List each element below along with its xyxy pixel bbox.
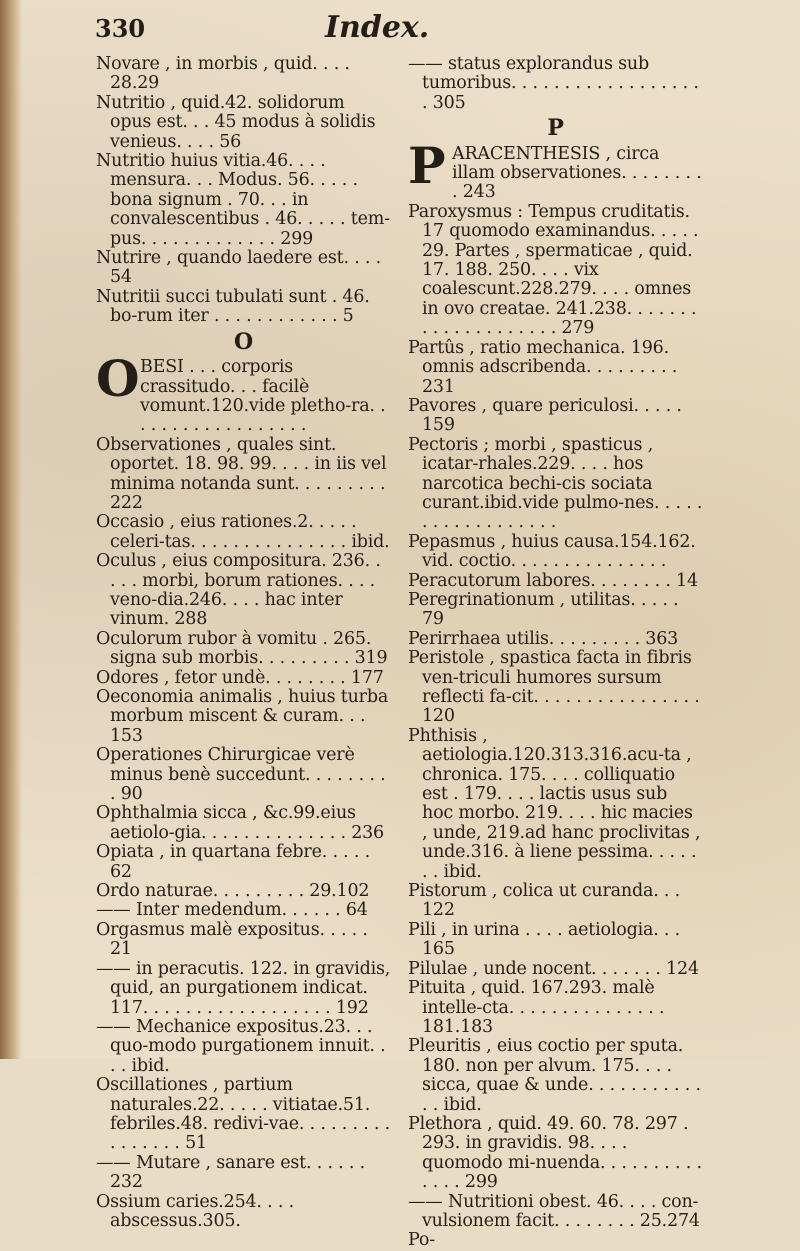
index-entry: Occasio , eius rationes.2. . . . . celeri-tas. . . . . . . . . . . . . . . ibid. — [96, 512, 390, 552]
page-header — [95, 10, 635, 48]
index-entry: —— in peracutis. 122. in gravidis, quid, an purgationem indicat. 117. . . . . . . . . . . . . . . . . . 192 — [96, 958, 391, 1018]
index-entry: —— Inter medendum. . . . . . 64 — [96, 900, 368, 921]
index-entry: Paroxysmus : Tempus cruditatis. 17 quomodo examinandus. . . . . 29. Partes , spermaticae , quid. 17. 188. 250. . . . vix coalescunt.228.279. . . . omnes in ovo creatae. 241.238. . . . . . . . . . . . . . . . . . . . 279 — [408, 201, 699, 339]
drop-cap-entry-p — [408, 135, 703, 203]
index-entry: Pituita , quid. 167.293. malè intelle-cta. . . . . . . . . . . . . . . 181.183 — [408, 978, 665, 1037]
index-entry: —— Nutritioni obest. 46. . . . con-vulsionem facit. . . . . . . . 25.274 — [408, 1191, 700, 1231]
index-entry: Operationes Chirurgicae verè minus benè succedunt. . . . . . . . . 90 — [96, 745, 386, 805]
index-entry: Partûs , ratio mechanica. 196. omnis adscribenda. . . . . . . . . 231 — [408, 337, 678, 397]
index-entry: Perirrhaea utilis. . . . . . . . . 363 — [408, 628, 679, 649]
index-entry: —— status explorandus sub tumoribus. . . . . . . . . . . . . . . . . . . 305 — [408, 54, 699, 113]
index-entry: Po- — [408, 1230, 435, 1251]
index-entry: Pleuritis , eius coctio per sputa. 180. non per alvum. 175. . . . sicca, quae & unde. . . . . . . . . . . . . ibid. — [408, 1036, 701, 1115]
index-entry: Pepasmus , huius causa.154.162. vid. coctio. . . . . . . . . . . . . . . — [408, 531, 696, 572]
index-entry: Oculus , eius compositura. 236. . . . . morbi, borum rationes. . . . veno-dia.246. . . . hac inter vinum. 288 — [96, 551, 381, 630]
entry-group-o — [96, 436, 391, 1232]
entry-text: ARACENTHESIS , circa illam observationes. . . . . . . . . 243 — [452, 143, 702, 203]
index-entry: Plethora , quid. 49. 60. 78. 297 . 293. in gravidis. 98. . . . quomodo mi-nuenda. . . . . . . . . . . . . . 299 — [408, 1113, 702, 1193]
section-letter-p: P — [547, 115, 564, 142]
index-entry: Pavores , quare periculosi. . . . . 159 — [408, 395, 682, 436]
index-entry: Peristole , spastica facta in fibris ven-triculi humores sursum reflecti fa-cit. . . . . . . . . . . . . . . . 120 — [408, 648, 700, 727]
index-entry: Phthisis , aetiologia.120.313.316.acu-ta , chronica. 175. . . . colliquatio est . 179. . . . lactis usus sub hoc morbo. 219. . . . hic macies , unde, 219.ad hanc proclivitas , unde.316. à liene pessima. . . . . . . ibid. — [408, 725, 701, 882]
index-entry: Oscillationes , partium naturales.22. . . . . vitiatae.51. febriles.48. redivi-vae. . . . . . . . . . . . . . . . 51 — [96, 1075, 391, 1154]
entry-group-o-cont — [408, 55, 703, 113]
index-entry: Pectoris ; morbi , spasticus , icatar-rhales.229. . . . hos narcotica bechi-cis sociata curant.ibid.vide pulmo-nes. . . . . . . . . . . . . . . . . . — [408, 434, 703, 533]
index-entry: Ordo naturae. . . . . . . . . 29.102 — [96, 881, 370, 902]
index-entry: Orgasmus malè expositus. . . . . 21 — [96, 919, 368, 960]
index-entry: Pili , in urina . . . . aetiologia. . . 165 — [408, 919, 681, 960]
index-entry: Peregrinationum , utilitas. . . . . 79 — [408, 589, 679, 630]
index-entry: Oeconomia animalis , huius turba morbum miscent & curam. . . 153 — [96, 687, 389, 746]
index-entry: Pilulae , unde nocent. . . . . . . 124 — [408, 958, 699, 979]
page-binding-shadow — [0, 0, 22, 1059]
index-entry: Ossium caries.254. . . . abscessus.305. — [96, 1191, 294, 1231]
index-entry: Nutritio huius vitia.46. . . . mensura. . . Modus. 56. . . . . bona signum . 70. . . in convalescentibus . 46. . . . . tem-pus. . . . . . . . . . . . . 299 — [96, 151, 390, 249]
index-column-right — [408, 55, 703, 1251]
index-entry: Observationes , quales sint. oportet. 18. 98. 99. . . . in iis vel minima notanda sunt. . . . . . . . . 222 — [96, 434, 387, 513]
index-entry: Odores , fetor undè. . . . . . . . 177 — [96, 667, 384, 688]
running-title: Index. — [325, 10, 430, 45]
entry-text: BESI . . . corporis crassitudo. . . facilè vomunt.120.vide pletho-ra. . . . . . . . . . . . . . . . . . — [140, 357, 386, 436]
entry-group-p — [408, 203, 703, 1251]
index-entry: Opiata , in quartana febre. . . . . 62 — [96, 842, 370, 882]
index-entry: Nutritii succi tubulati sunt . 46. bo-rum iter . . . . . . . . . . . . 5 — [96, 286, 370, 327]
index-entry: —— Mutare , sanare est. . . . . . 232 — [96, 1152, 365, 1193]
index-entry: Oculorum rubor à vomitu . 265. signa sub morbis. . . . . . . . . 319 — [96, 628, 388, 669]
index-entry: Nutritio , quid.42. solidorum opus est. . . 45 modus à solidis venieus. . . . 56 — [96, 92, 376, 152]
index-entry: Ophthalmia sicca , &c.99.eius aetiolo-gia. . . . . . . . . . . . . . 236 — [96, 803, 384, 843]
section-letter-o: O — [234, 328, 253, 355]
index-entry: Novare , in morbis , quid. . . . 28.29 — [96, 54, 350, 94]
index-column-left — [96, 55, 391, 1231]
drop-cap-entry-o — [96, 349, 391, 436]
index-entry: Nutrire , quando laedere est. . . . 54 — [96, 248, 382, 288]
index-entry: Peracutorum labores. . . . . . . . 14 — [408, 570, 698, 591]
drop-cap-p: P — [408, 135, 446, 195]
page-number: 330 — [95, 14, 146, 43]
drop-cap-o: O — [96, 349, 140, 409]
entry-group-n — [96, 55, 391, 327]
index-entry: —— Mechanice expositus.23. . . quo-modo purgationem innuit. . . . ibid. — [96, 1016, 386, 1076]
index-entry: Pistorum , colica ut curanda. . . 122 — [408, 881, 681, 921]
